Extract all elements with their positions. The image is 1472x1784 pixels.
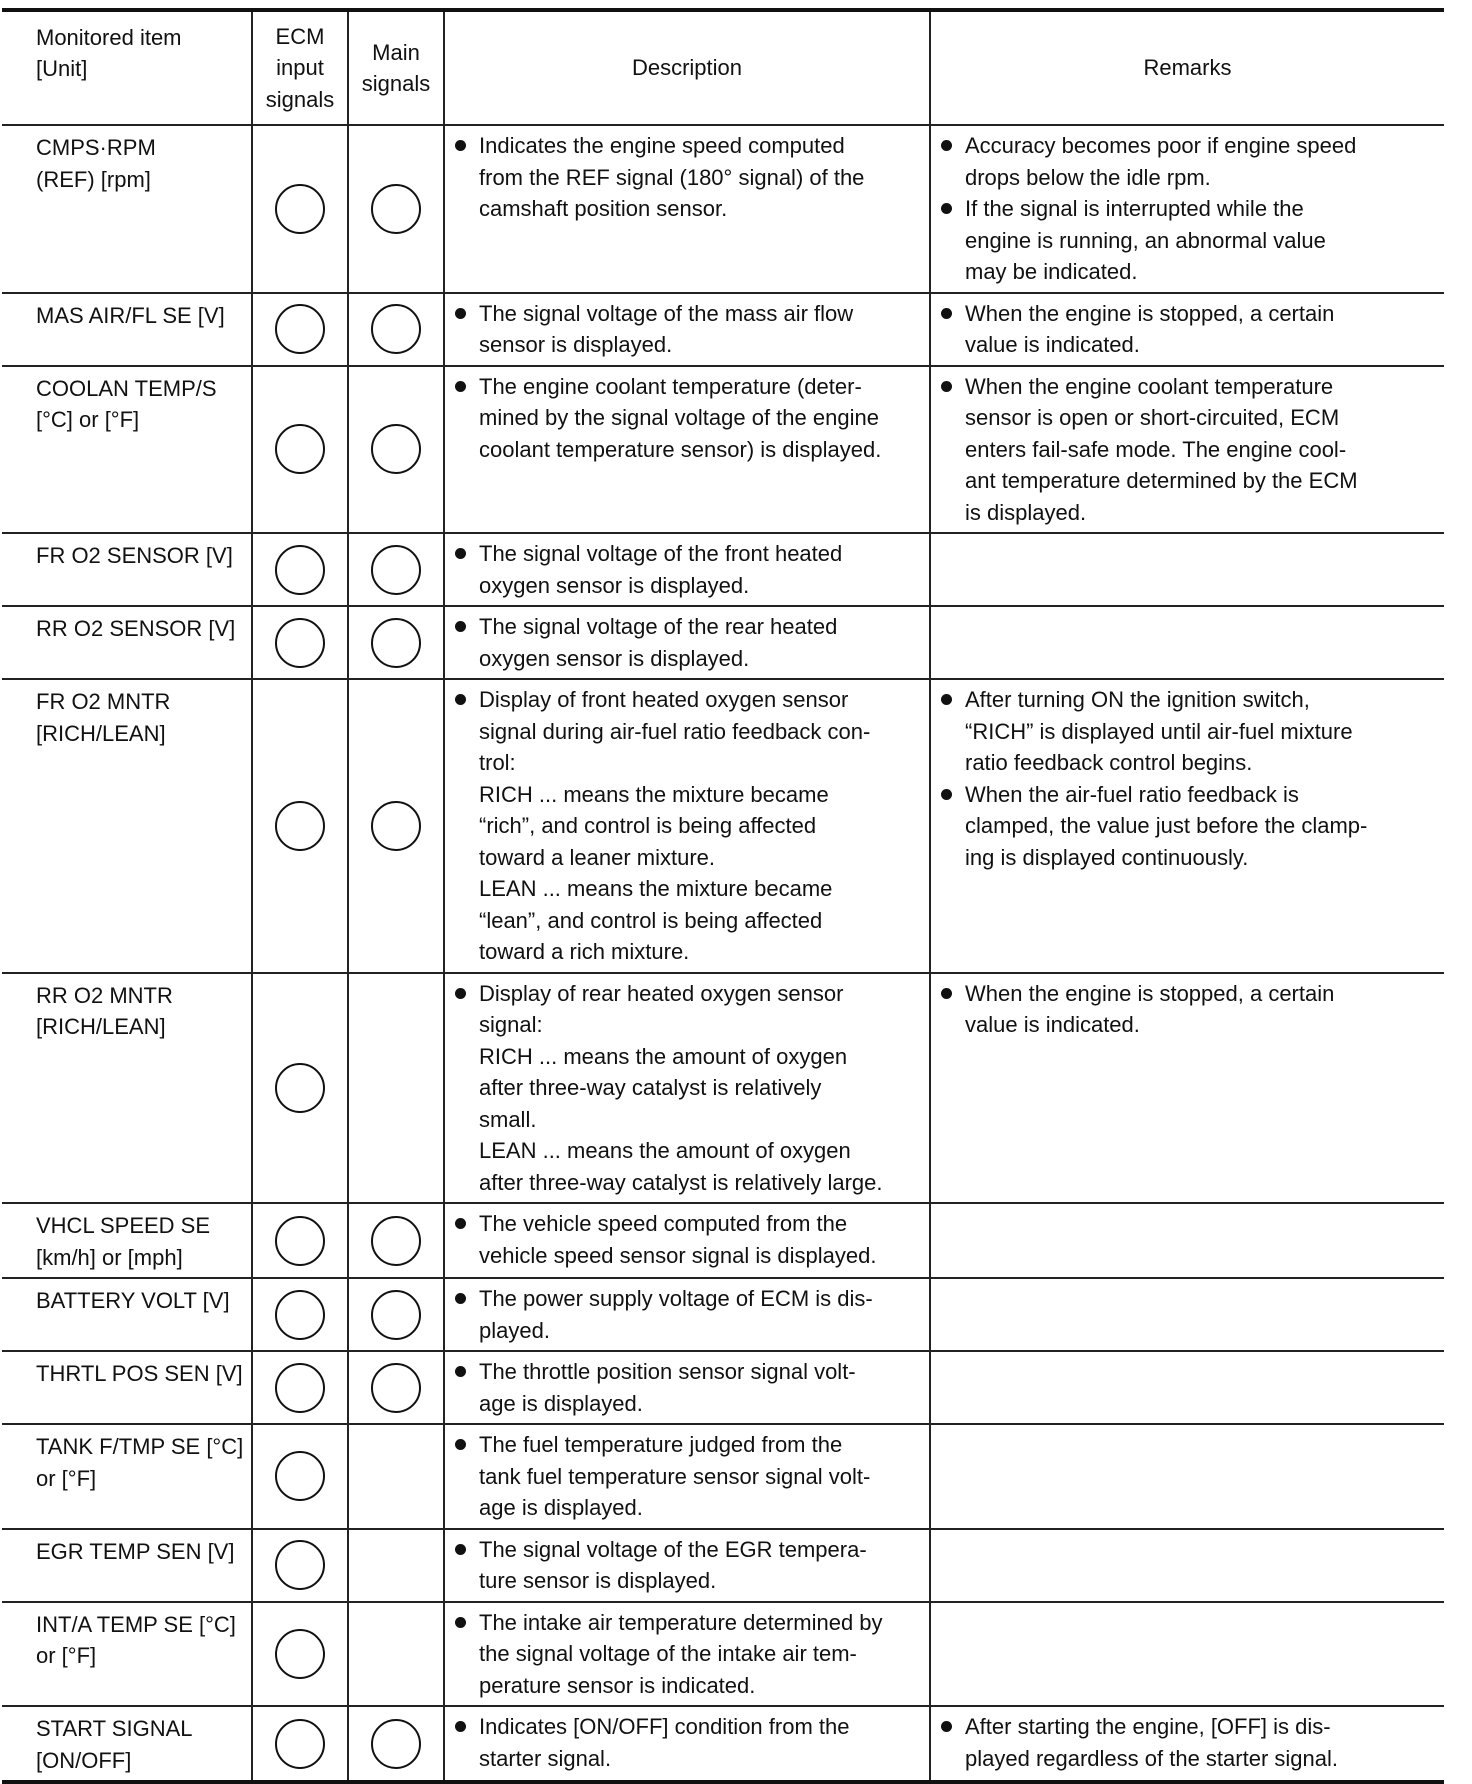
table-row (2, 1706, 1444, 1782)
ecm-input-signal-cell (252, 1706, 348, 1782)
header-main-signals (348, 10, 444, 125)
remarks-cell (930, 606, 1444, 679)
main-signal-cell (348, 606, 444, 679)
description-list (451, 1283, 923, 1346)
header-description: Description (444, 10, 930, 125)
description-list (451, 298, 923, 361)
circle-mark-icon (371, 304, 421, 354)
description-bullet (451, 130, 923, 225)
monitored-item-cell (2, 606, 252, 679)
description-line: Indicates [ON/OFF] condition from the (479, 1714, 850, 1739)
monitored-item-line: FR O2 MNTR (36, 689, 171, 714)
main-signal-cell (348, 1602, 444, 1707)
description-list (451, 1534, 923, 1597)
description-cell (444, 1424, 930, 1529)
description-bullet (451, 538, 923, 601)
table-row (2, 1278, 1444, 1351)
description-line: after three-way catalyst is relatively large. (479, 1169, 883, 1195)
monitored-item-cell (2, 1529, 252, 1602)
remarks-line: When the engine is stopped, a certain (965, 300, 1335, 326)
header-ecm-line: input (276, 55, 324, 81)
circle-mark-icon (275, 545, 325, 595)
ecm-input-signal-cell (252, 1278, 348, 1351)
description-line: Indicates the engine speed computed (479, 133, 845, 158)
remarks-line: engine is running, an abnormal value (965, 227, 1326, 253)
table-row (2, 1424, 1444, 1529)
remarks-cell (930, 1351, 1444, 1424)
description-line: Display of rear heated oxygen sensor (479, 980, 844, 1006)
description-list (451, 371, 923, 466)
remarks-cell (930, 366, 1444, 534)
description-bullet (451, 1607, 923, 1702)
monitored-item-line: or [°F] (36, 1643, 97, 1668)
description-line: Display of front heated oxygen sensor (479, 687, 849, 712)
circle-mark-icon (275, 424, 325, 474)
description-line: vehicle speed sensor signal is displayed. (479, 1242, 877, 1268)
circle-mark-icon (275, 1540, 325, 1590)
monitored-item-cell (2, 293, 252, 366)
monitored-item-line: RR O2 SENSOR [V] (36, 616, 236, 641)
description-bullet (451, 1208, 923, 1271)
remarks-list (937, 130, 1438, 288)
description-line: RICH ... means the amount of oxygen (479, 1043, 848, 1069)
description-line: LEAN ... means the mixture became (479, 876, 833, 901)
circle-mark-icon (371, 801, 421, 851)
remarks-line: may be indicated. (965, 259, 1138, 284)
monitored-item-line: FR O2 SENSOR [V] (36, 543, 233, 568)
remarks-line: value is indicated. (965, 332, 1140, 357)
description-line: LEAN ... means the amount of oxygen (479, 1138, 851, 1163)
ecm-input-signal-cell (252, 125, 348, 293)
description-cell (444, 125, 930, 293)
remarks-cell (930, 533, 1444, 606)
description-list (451, 1607, 923, 1702)
description-list (451, 684, 923, 968)
description-bullet (451, 1534, 923, 1597)
description-line: signal during air-fuel ratio feedback con- (479, 718, 871, 744)
monitored-item-cell (2, 1706, 252, 1782)
header-item-line: Monitored item (36, 25, 182, 50)
description-line: The signal voltage of the EGR tempera- (479, 1536, 867, 1562)
circle-mark-icon (275, 801, 325, 851)
remarks-line: played regardless of the starter signal. (965, 1745, 1338, 1771)
monitored-item-line: [ON/OFF] (36, 1747, 132, 1773)
monitored-item-line: BATTERY VOLT [V] (36, 1288, 230, 1313)
monitored-item-line: [RICH/LEAN] (36, 720, 166, 746)
description-list (451, 538, 923, 601)
description-line: age is displayed. (479, 1390, 643, 1416)
monitored-item-cell (2, 679, 252, 973)
description-bullet (451, 1429, 923, 1524)
header-ecm-input-signals (252, 10, 348, 125)
circle-mark-icon (275, 1290, 325, 1340)
monitored-item-cell (2, 1351, 252, 1424)
main-signal-cell (348, 1706, 444, 1782)
monitored-item-line: [RICH/LEAN] (36, 1014, 166, 1039)
description-list (451, 1208, 923, 1271)
description-line: starter signal. (479, 1745, 612, 1771)
description-line: The intake air temperature determined by (479, 1609, 883, 1635)
main-signal-cell (348, 533, 444, 606)
remarks-cell (930, 679, 1444, 973)
description-line: coolant temperature sensor) is displayed. (479, 436, 882, 462)
description-line: The throttle position sensor signal volt- (479, 1359, 856, 1384)
header-item-line: [Unit] (36, 56, 88, 81)
monitored-item-cell (2, 533, 252, 606)
monitored-item-line: VHCL SPEED SE (36, 1213, 211, 1238)
table-row (2, 293, 1444, 366)
table-row (2, 679, 1444, 973)
remarks-line: clamped, the value just before the clamp- (965, 813, 1368, 838)
description-bullet (451, 298, 923, 361)
monitored-item-cell (2, 1278, 252, 1351)
description-cell (444, 1203, 930, 1278)
table-row (2, 1203, 1444, 1278)
description-bullet (451, 371, 923, 466)
description-line: from the REF signal (180° signal) of the (479, 164, 865, 190)
circle-mark-icon (275, 618, 325, 668)
description-cell (444, 1351, 930, 1424)
circle-mark-icon (275, 1363, 325, 1413)
remarks-line: drops below the idle rpm. (965, 164, 1211, 190)
monitored-item-cell (2, 1203, 252, 1278)
circle-mark-icon (275, 1451, 325, 1501)
main-signal-cell (348, 125, 444, 293)
monitored-item-line: (REF) [rpm] (36, 166, 151, 192)
circle-mark-icon (371, 1216, 421, 1266)
remarks-line: ant temperature determined by the ECM (965, 468, 1358, 493)
description-cell (444, 1706, 930, 1782)
monitored-item-line: EGR TEMP SEN [V] (36, 1538, 235, 1564)
description-line: small. (479, 1106, 537, 1132)
table-row (2, 606, 1444, 679)
remarks-list (937, 1711, 1438, 1774)
circle-mark-icon (371, 618, 421, 668)
monitored-item-line: THRTL POS SEN [V] (36, 1361, 243, 1386)
header-ecm-line: ECM (275, 23, 325, 49)
circle-mark-icon (275, 1719, 325, 1769)
description-cell (444, 1602, 930, 1707)
main-signal-cell (348, 1203, 444, 1278)
monitored-item-line: [km/h] or [mph] (36, 1244, 183, 1270)
ecm-input-signal-cell (252, 1529, 348, 1602)
description-cell (444, 293, 930, 366)
ecm-input-signal-cell (252, 1602, 348, 1707)
description-line: ture sensor is displayed. (479, 1568, 717, 1593)
remarks-bullet (937, 371, 1438, 529)
header-main-line: Main (372, 39, 420, 65)
main-signal-cell (348, 1529, 444, 1602)
description-line: played. (479, 1317, 550, 1343)
circle-mark-icon (275, 1216, 325, 1266)
description-line: The signal voltage of the mass air flow (479, 300, 854, 326)
remarks-list (937, 684, 1438, 873)
remarks-line: ratio feedback control begins. (965, 750, 1253, 775)
description-line: The vehicle speed computed from the (479, 1211, 848, 1236)
remarks-list (937, 978, 1438, 1041)
remarks-cell (930, 1529, 1444, 1602)
remarks-bullet (937, 298, 1438, 361)
ecm-input-signal-cell (252, 606, 348, 679)
description-line: the signal voltage of the intake air tem- (479, 1641, 857, 1666)
main-signal-cell (348, 1278, 444, 1351)
description-line: mined by the signal voltage of the engine (479, 405, 879, 430)
ecm-input-signal-cell (252, 366, 348, 534)
monitored-item-line: [°C] or [°F] (36, 407, 140, 432)
monitored-item-cell (2, 1602, 252, 1707)
remarks-line: enters fail-safe mode. The engine cool- (965, 436, 1347, 462)
remarks-line: After turning ON the ignition switch, (965, 687, 1310, 712)
remarks-cell (930, 1203, 1444, 1278)
description-line: The engine coolant temperature (deter- (479, 373, 862, 399)
circle-mark-icon (371, 545, 421, 595)
description-cell (444, 1278, 930, 1351)
remarks-cell (930, 1706, 1444, 1782)
description-list (451, 1711, 923, 1774)
remarks-list (937, 298, 1438, 361)
description-bullet (451, 1356, 923, 1419)
monitored-item-cell (2, 1424, 252, 1529)
description-cell (444, 679, 930, 973)
remarks-bullet (937, 1711, 1438, 1774)
description-line: The signal voltage of the front heated (479, 541, 843, 566)
description-line: camshaft position sensor. (479, 196, 728, 221)
circle-mark-icon (371, 184, 421, 234)
description-line: oxygen sensor is displayed. (479, 572, 750, 598)
header-main-line: signals (361, 71, 431, 96)
circle-mark-icon (275, 1629, 325, 1679)
monitored-item-line: TANK F/TMP SE [°C] (36, 1434, 244, 1459)
description-list (451, 611, 923, 674)
description-line: after three-way catalyst is relatively (479, 1075, 822, 1100)
main-signal-cell (348, 973, 444, 1204)
ecm-input-signal-cell (252, 293, 348, 366)
ecm-input-signal-cell (252, 679, 348, 973)
ecm-input-signal-cell (252, 1424, 348, 1529)
monitor-table-page (2, 8, 1444, 1784)
circle-mark-icon (371, 1363, 421, 1413)
monitored-item-cell (2, 366, 252, 534)
header-remarks: Remarks (930, 10, 1444, 125)
ecm-input-signal-cell (252, 1203, 348, 1278)
description-line: The fuel temperature judged from the (479, 1432, 843, 1457)
main-signal-cell (348, 679, 444, 973)
description-line: The signal voltage of the rear heated (479, 614, 838, 639)
table-body (2, 125, 1444, 1782)
description-list (451, 1429, 923, 1524)
description-line: oxygen sensor is displayed. (479, 645, 750, 671)
header-ecm-line: signals (265, 86, 335, 112)
description-line: perature sensor is indicated. (479, 1672, 756, 1698)
remarks-cell (930, 1278, 1444, 1351)
monitored-item-line: or [°F] (36, 1465, 97, 1491)
description-line: sensor is displayed. (479, 332, 673, 357)
remarks-bullet (937, 779, 1438, 874)
remarks-line: sensor is open or short-circuited, ECM (965, 405, 1340, 430)
remarks-bullet (937, 193, 1438, 288)
monitored-item-line: CMPS·RPM (36, 135, 156, 160)
table-row (2, 533, 1444, 606)
remarks-line: Accuracy becomes poor if engine speed (965, 133, 1357, 158)
description-line: “rich”, and control is being affected (479, 813, 817, 838)
ecm-input-signal-cell (252, 973, 348, 1204)
remarks-cell (930, 1602, 1444, 1707)
circle-mark-icon (275, 304, 325, 354)
description-cell (444, 973, 930, 1204)
circle-mark-icon (371, 424, 421, 474)
description-line: tank fuel temperature sensor signal volt- (479, 1463, 871, 1489)
circle-mark-icon (275, 184, 325, 234)
description-bullet (451, 684, 923, 968)
remarks-line: value is indicated. (965, 1012, 1140, 1037)
table-row (2, 1602, 1444, 1707)
table-row (2, 1529, 1444, 1602)
description-list (451, 1356, 923, 1419)
ecm-input-signal-cell (252, 533, 348, 606)
remarks-line: is displayed. (965, 499, 1087, 525)
main-signal-cell (348, 293, 444, 366)
description-bullet (451, 1283, 923, 1346)
monitored-item-cell (2, 125, 252, 293)
remarks-list (937, 371, 1438, 529)
monitored-item-line: MAS AIR/FL SE [V] (36, 302, 225, 328)
description-line: The power supply voltage of ECM is dis- (479, 1286, 873, 1311)
header-monitored-item (2, 10, 252, 125)
description-list (451, 130, 923, 225)
remarks-line: After starting the engine, [OFF] is dis- (965, 1714, 1331, 1739)
remarks-line: ing is displayed continuously. (965, 844, 1249, 870)
description-line: signal: (479, 1012, 543, 1037)
monitored-item-line: START SIGNAL (36, 1716, 193, 1741)
remarks-line: When the engine is stopped, a certain (965, 980, 1335, 1006)
remarks-cell (930, 973, 1444, 1204)
description-line: toward a rich mixture. (479, 939, 690, 964)
description-bullet (451, 1711, 923, 1774)
description-line: age is displayed. (479, 1495, 643, 1520)
monitored-item-line: RR O2 MNTR (36, 982, 173, 1008)
table-header (2, 10, 1444, 125)
description-line: toward a leaner mixture. (479, 844, 715, 870)
circle-mark-icon (371, 1290, 421, 1340)
remarks-bullet (937, 684, 1438, 779)
description-cell (444, 533, 930, 606)
remarks-cell (930, 1424, 1444, 1529)
main-signal-cell (348, 1424, 444, 1529)
monitored-item-line: INT/A TEMP SE [°C] (36, 1611, 236, 1637)
circle-mark-icon (371, 1719, 421, 1769)
monitored-item-cell (2, 973, 252, 1204)
table-row (2, 1351, 1444, 1424)
remarks-cell (930, 293, 1444, 366)
description-cell (444, 366, 930, 534)
circle-mark-icon (275, 1063, 325, 1113)
ecm-input-signal-cell (252, 1351, 348, 1424)
remarks-line: If the signal is interrupted while the (965, 196, 1304, 221)
description-cell (444, 606, 930, 679)
table-row (2, 973, 1444, 1204)
description-line: RICH ... means the mixture became (479, 781, 829, 807)
main-signal-cell (348, 1351, 444, 1424)
table-row (2, 125, 1444, 293)
remarks-bullet (937, 130, 1438, 193)
remarks-bullet (937, 978, 1438, 1041)
description-line: trol: (479, 750, 516, 775)
remarks-cell (930, 125, 1444, 293)
remarks-line: “RICH” is displayed until air-fuel mixture (965, 718, 1353, 744)
main-signal-cell (348, 366, 444, 534)
description-bullet (451, 611, 923, 674)
description-cell (444, 1529, 930, 1602)
description-list (451, 978, 923, 1199)
data-monitor-table (2, 8, 1444, 1784)
remarks-line: When the air-fuel ratio feedback is (965, 781, 1299, 807)
description-line: “lean”, and control is being affected (479, 907, 823, 933)
monitored-item-line: COOLAN TEMP/S (36, 375, 217, 401)
table-row (2, 366, 1444, 534)
remarks-line: When the engine coolant temperature (965, 373, 1334, 399)
description-bullet (451, 978, 923, 1199)
